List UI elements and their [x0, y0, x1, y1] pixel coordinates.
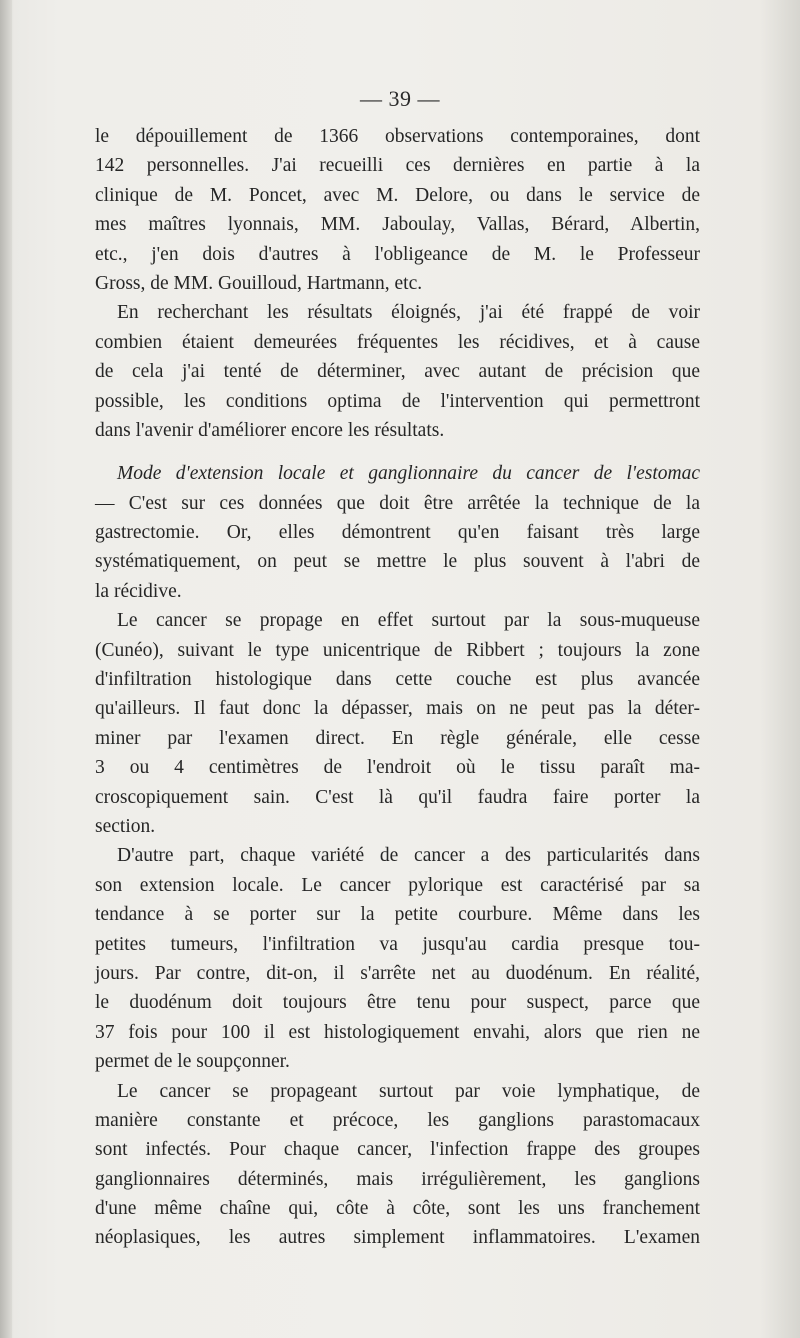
text-line: gastrectomie. Or, elles démontrent qu'en faisant très large — [95, 522, 700, 544]
text-line: section. — [95, 815, 156, 837]
text-line: Le cancer se propage en effet surtout par la sous-muqueuse — [117, 610, 700, 632]
text-line: — C'est sur ces données que doit être arrêtée la technique de la — [95, 492, 700, 514]
text-line: manière constante et précoce, les ganglions parastomacaux — [95, 1109, 700, 1131]
paragraph — [95, 459, 700, 606]
page-number: — 39 — — [360, 86, 440, 111]
text-line: Gross, de MM. Gouilloud, Hartmann, etc. — [95, 272, 423, 294]
body-text — [95, 122, 700, 1253]
text-line: jours. Par contre, dit-on, il s'arrête net au duodénum. En réalité, — [95, 962, 700, 984]
text-line: le duodénum doit toujours être tenu pour suspect, parce que — [95, 992, 700, 1014]
text-line: tendance à se porter sur la petite courbure. Même dans les — [95, 904, 700, 926]
text-line: mes maîtres lyonnais, MM. Jaboulay, Vallas, Bérard, Albertin, — [95, 214, 700, 236]
text-line: permet de le soupçonner. — [95, 1051, 290, 1073]
text-line: miner par l'examen direct. En règle générale, elle cesse — [95, 727, 700, 749]
text-line: etc., j'en dois d'autres à l'obligeance de M. le Professeur — [95, 243, 700, 265]
text-line: ganglionnaires déterminés, mais irrégulièrement, les ganglions — [95, 1168, 700, 1190]
text-line: petites tumeurs, l'infiltration va jusqu'au cardia presque tou- — [95, 933, 700, 955]
paragraph — [95, 122, 700, 298]
paragraph — [95, 1077, 700, 1253]
text-line: son extension locale. Le cancer pylorique est caractérisé par sa — [95, 874, 700, 896]
text-line: dans l'avenir d'améliorer encore les résultats. — [95, 419, 445, 441]
text-line: d'infiltration histologique dans cette couche est plus avancée — [95, 669, 700, 691]
text-line: d'une même chaîne qui, côte à côte, sont les uns franchement — [95, 1198, 700, 1220]
text-line: (Cunéo), suivant le type unicentrique de Ribbert ; toujours la zone — [95, 639, 700, 661]
text-line: croscopiquement sain. C'est là qu'il faudra faire porter la — [95, 786, 700, 808]
text-line: qu'ailleurs. Il faut donc la dépasser, mais on ne peut pas la déter- — [95, 698, 700, 720]
text-line: Le cancer se propageant surtout par voie lymphatique, de — [117, 1080, 700, 1102]
text-line: la récidive. — [95, 580, 182, 602]
text-line: clinique de M. Poncet, avec M. Delore, ou dans le service de — [95, 184, 700, 206]
text-line: 142 personnelles. J'ai recueilli ces dernières en partie à la — [95, 155, 700, 177]
paragraph-gap — [95, 445, 700, 459]
text-line: néoplasiques, les autres simplement inflammatoires. L'examen — [95, 1227, 700, 1249]
text-line: 3 ou 4 centimètres de l'endroit où le tissu paraît ma- — [95, 757, 700, 779]
text-line: combien étaient demeurées fréquentes les récidives, et à cause — [95, 331, 700, 353]
paragraph — [95, 606, 700, 841]
text-line: le dépouillement de 1366 observations contemporaines, dont — [95, 126, 700, 147]
text-line: systématiquement, on peut se mettre le plus souvent à l'abri de — [95, 551, 700, 573]
paragraph — [95, 298, 700, 445]
text-line: de cela j'ai tenté de déterminer, avec autant de précision que — [95, 361, 700, 383]
text-line: sont infectés. Pour chaque cancer, l'infection frappe des groupes — [95, 1139, 700, 1161]
text-line: D'autre part, chaque variété de cancer a des particularités dans — [117, 845, 700, 867]
section-heading: Mode d'extension locale et ganglionnaire du cancer de l'estomac — [117, 463, 700, 485]
text-line: 37 fois pour 100 il est histologiquement envahi, alors que rien ne — [95, 1021, 700, 1043]
page-gutter — [0, 0, 12, 1338]
text-line: En recherchant les résultats éloignés, j'ai été frappé de voir — [117, 302, 700, 324]
text-line: possible, les conditions optima de l'intervention qui permettront — [95, 390, 700, 412]
paragraph — [95, 841, 700, 1076]
